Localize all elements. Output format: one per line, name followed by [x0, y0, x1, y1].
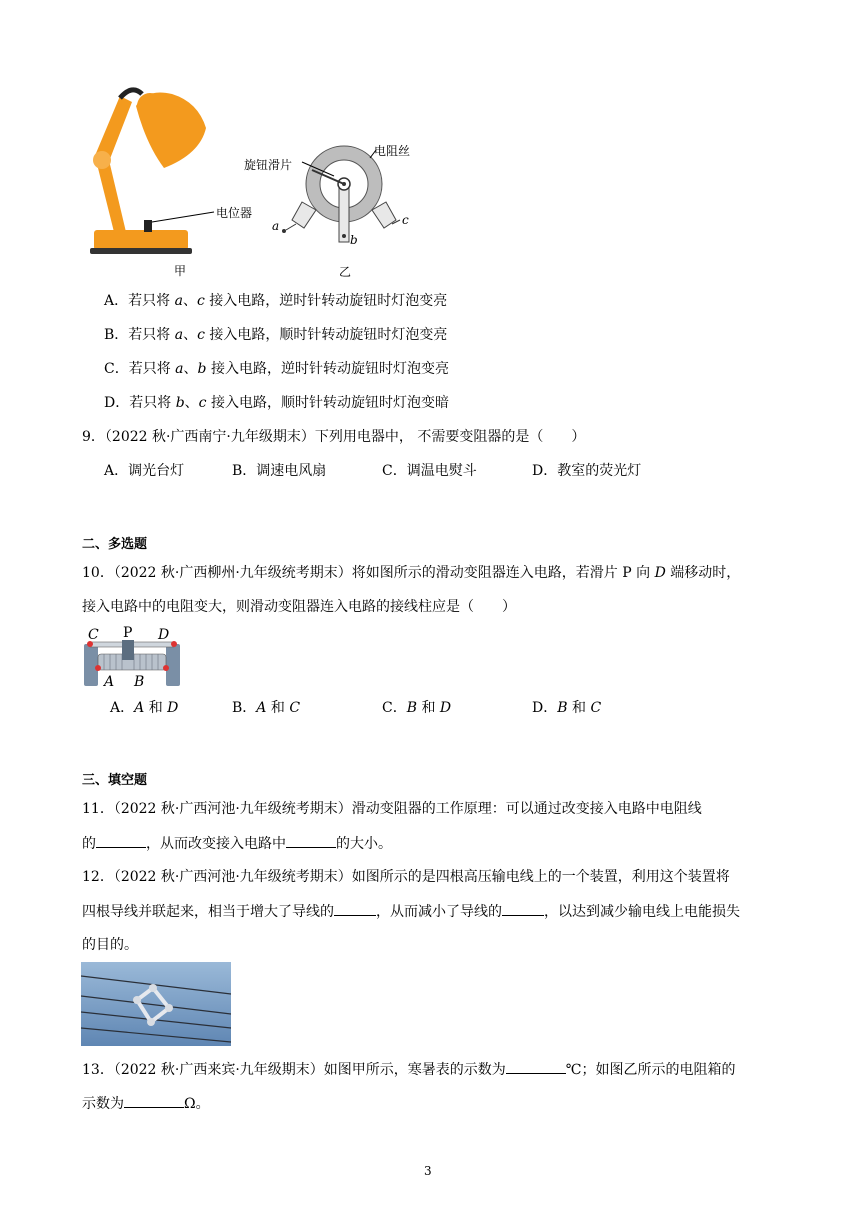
q13-blank-2[interactable] [124, 1093, 184, 1108]
q10-option-b: B．A 和 C [232, 700, 301, 716]
rheostat-label-p: P [123, 625, 133, 641]
q10-stem-line1: 10．（2022 秋·广西柳州·九年级统考期末）将如图所示的滑动变阻器连入电路，若滑片 P 向 D 端移动时， [82, 565, 741, 581]
q10-option-c: C．B 和 D [382, 700, 452, 716]
rheostat-label-c: C [88, 627, 99, 643]
q8-option-a: A．若只将 a、c 接入电路，逆时针转动旋钮时灯泡变亮 [104, 293, 448, 309]
q9-option-b: B．调速电风扇 [232, 463, 327, 479]
fig-label-a: a [272, 219, 280, 233]
q9-option-d: D．教室的荧光灯 [532, 463, 642, 479]
section-heading-fill-in: 三、填空题 [82, 773, 148, 788]
q9-stem: 9．（2022 秋·广西南宁·九年级期末）下列用电器中， 不需要变阻器的是（ ） [82, 429, 586, 445]
fig-label-yi: 乙 [338, 265, 352, 279]
rheostat-label-b: B [134, 674, 145, 690]
q8-option-c: C．若只将 a、b 接入电路，逆时针转动旋钮时灯泡变亮 [104, 361, 449, 377]
power-line-spacer-photo [81, 962, 231, 1046]
fig-label-c: c [402, 213, 409, 227]
q12-stem-line1: 12．（2022 秋·广西河池·九年级统考期末）如图所示的是四根高压输电线上的一个装置，利用这个装置将 [82, 869, 730, 885]
q12-stem-line3: 的目的。 [82, 937, 138, 953]
q9-option-c: C．调温电熨斗 [382, 463, 477, 479]
sliding-rheostat-figure [82, 624, 182, 690]
fig-label-potentiometer: 电位器 [216, 206, 253, 220]
q11-stem-line2: 的 ，从而改变接入电路中 的大小。 [82, 833, 392, 854]
rheostat-label-a: A [104, 674, 115, 690]
fig-label-knob: 旋钮滑片 [244, 158, 293, 172]
q10-option-d: D．B 和 C [532, 700, 602, 716]
q10-stem-line2: 接入电路中的电阻变大，则滑动变阻器连入电路的接线柱应是（ ） [82, 599, 516, 615]
q12-stem-line2: 四根导线并联起来，相当于增大了导线的 ，从而减小了导线的 ，以达到减少输电线上电能损失 [82, 901, 740, 922]
q8-option-b: B．若只将 a、c 接入电路，顺时针转动旋钮时灯泡变亮 [104, 327, 448, 343]
q12-blank-2[interactable] [502, 901, 544, 916]
q13-blank-1[interactable] [506, 1059, 566, 1074]
q13-stem-line1: 13．（2022 秋·广西来宾·九年级期末）如图甲所示，寒暑表的示数为 ℃；如图乙所示的电阻箱的 [82, 1059, 735, 1080]
q11-blank-1[interactable] [96, 833, 146, 848]
fig-label-b: b [350, 233, 358, 247]
page-number: 3 [424, 1164, 432, 1178]
q8-option-d: D．若只将 b、c 接入电路，顺时针转动旋钮时灯泡变暗 [104, 395, 449, 411]
fig-label-wire: 电阻丝 [374, 144, 411, 158]
q13-stem-line2: 示数为 Ω。 [82, 1093, 210, 1114]
section-heading-multiple-choice: 二、多选题 [82, 537, 148, 552]
rheostat-label-d: D [158, 627, 170, 643]
q12-blank-1[interactable] [334, 901, 376, 916]
q11-stem-line1: 11．（2022 秋·广西河池·九年级统考期末）滑动变阻器的工作原理：可以通过改变接入电路中电阻线 [82, 801, 702, 817]
fig-label-jia: 甲 [173, 264, 187, 278]
q10-option-a: A．A 和 D [110, 700, 179, 716]
q9-option-a: A．调光台灯 [104, 463, 185, 479]
q11-blank-2[interactable] [286, 833, 336, 848]
